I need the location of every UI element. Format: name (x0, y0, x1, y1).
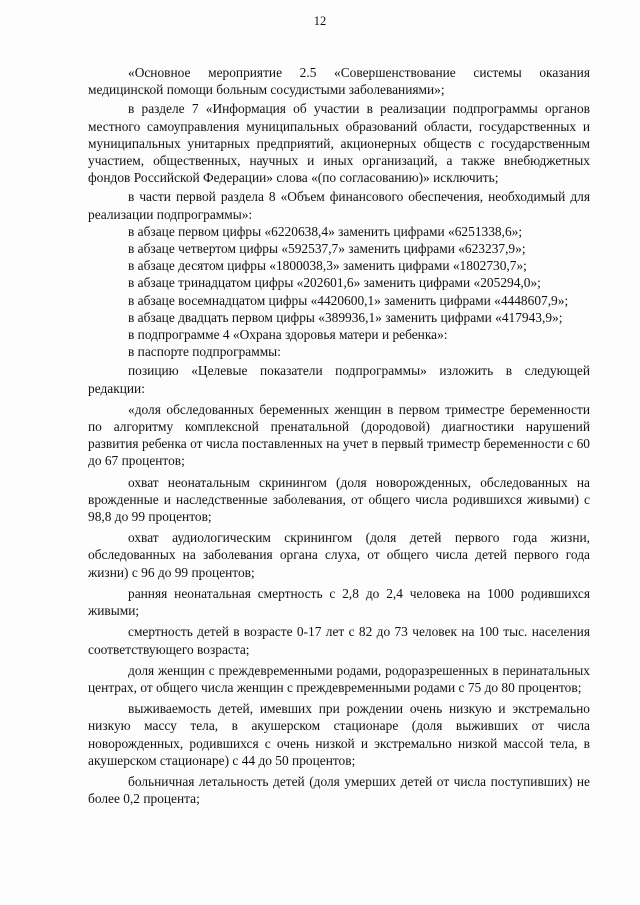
paragraph-passport: в паспорте подпрограммы: (128, 344, 281, 360)
indicator-prenatal-diagnostics: «доля обследованных беременных женщин в первом триместре беременности по алгоритму комплексной пренатальной (дородовой) диагностики нарушений развития ребенка от числа поставленных на учет в первый триместр беременности с 60 до 67 процентов; (88, 401, 590, 469)
paragraph-subprogram-4: в подпрограмме 4 «Охрана здоровья матери и ребенка»: (128, 327, 448, 343)
paragraph-amendment-4: в абзаце четвертом цифры «592537,7» заменить цифрами «623237,9»; (128, 241, 526, 257)
paragraph-amendment-18: в абзаце восемнадцатом цифры «4420600,1» заменить цифрами «4448607,9»; (128, 292, 569, 308)
paragraph-amendment-1: в абзаце первом цифры «6220638,4» заменить цифрами «6251338,6»; (128, 223, 523, 239)
indicator-child-mortality: смертность детей в возрасте 0-17 лет с 82 до 73 человек на 100 тыс. населения соответствующего возраста; (88, 624, 590, 657)
paragraph-section-8: в части первой раздела 8 «Объем финансового обеспечения, необходимый для реализации подпрограммы»: (88, 189, 590, 222)
indicator-low-birth-weight-survival: выживаемость детей, имевших при рождении очень низкую и экстремально низкую массу тела, в акушерском стационаре (доля выживших от числа новорожденных, родившихся с очень низкой и экстремально низкой массой тела, в акушерском стационаре) с 44 до 50 процентов; (88, 701, 590, 768)
paragraph-amendment-21: в абзаце двадцать первом цифры «389936,1» заменить цифрами «417943,9»; (128, 309, 563, 325)
page-number: 12 (313, 14, 327, 28)
indicator-early-neonatal-mortality: ранняя неонатальная смертность с 2,8 до 2,4 человека на 1000 родившихся живыми; (88, 585, 590, 619)
indicator-premature-births: доля женщин с преждевременными родами, родоразрешенных в перинатальных центрах, от общего числа женщин с преждевременными родами с 75 до 80 процентов; (88, 662, 590, 695)
paragraph-activity-2-5: «Основное мероприятие 2.5 «Совершенствование системы оказания медицинской помощи больным сосудистыми заболеваниями»; (88, 65, 590, 98)
paragraph-amendment-10: в абзаце десятом цифры «1800038,3» заменить цифрами «1802730,7»; (128, 258, 527, 274)
paragraph-section-7: в разделе 7 «Информация об участии в реализации подпрограммы органов местного самоуправления муниципальных образований области, государственных и муниципальных унитарных предприятий, акционерных обществ с государственным участием, общественных, научных и иных организаций, а также внебюджетных фондов Российской Федерации» слова «(по согласованию)» исключить; (88, 101, 590, 186)
indicator-neonatal-screening: охват неонатальным скринингом (доля новорожденных, обследованных на врожденные и наследственные заболевания, от общего числа родившихся живыми) с 98,8 до 99 процентов; (88, 474, 590, 525)
document-body (88, 64, 590, 807)
paragraph-target-indicators: позицию «Целевые показатели подпрограммы» изложить в следующей редакции: (88, 363, 590, 396)
paragraph-amendment-13: в абзаце тринадцатом цифры «202601,6» заменить цифрами «205294,0»; (128, 275, 541, 291)
indicator-audiological-screening: охват аудиологическим скринингом (доля детей первого года жизни, обследованных на заболевания органа слуха, от общего числа детей первого года жизни) с 96 до 99 процентов; (88, 530, 590, 580)
indicator-hospital-lethality: больничная летальность детей (доля умерших детей от числа поступивших) не более 0,2 процента; (88, 773, 590, 807)
